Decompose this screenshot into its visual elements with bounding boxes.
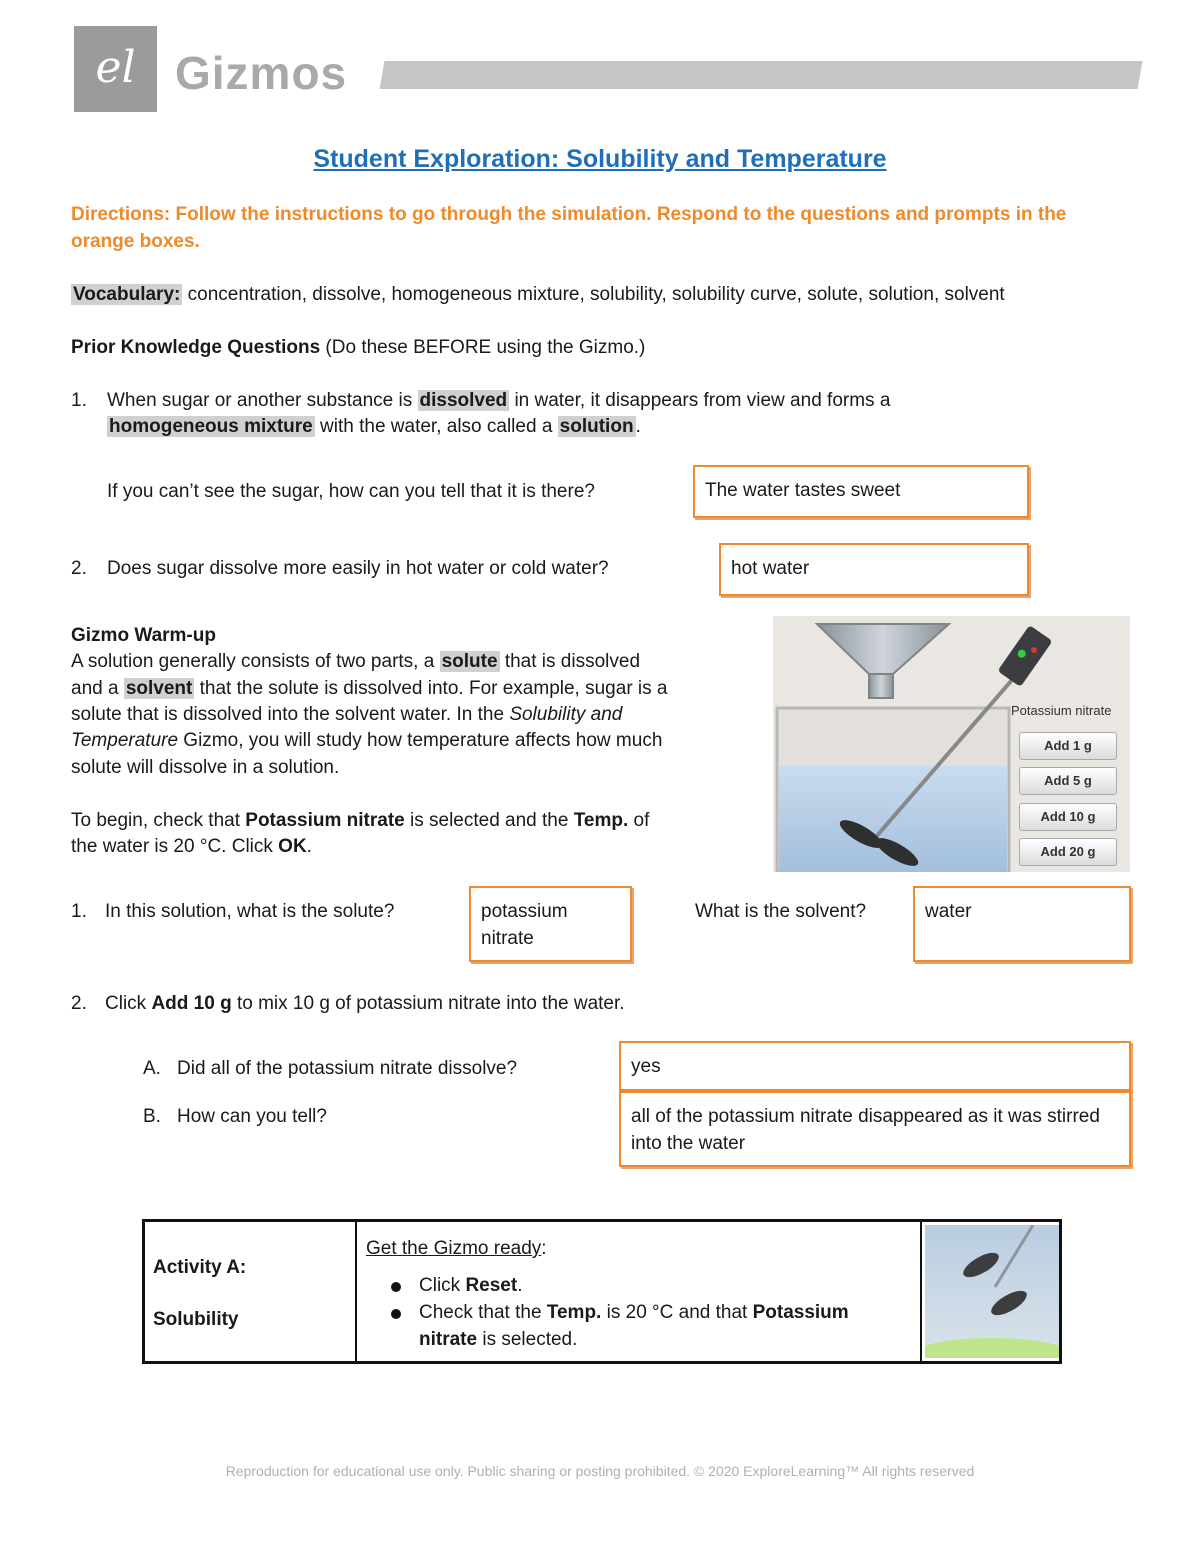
pk-q1-prompt: If you can’t see the sugar, how can you tell that it is there? bbox=[107, 481, 595, 502]
pk-q1-text: When sugar or another substance is bbox=[107, 390, 418, 411]
warmup-line5: solute will dissolve in a solution. bbox=[71, 757, 340, 778]
warmup-text: that the solute is dissolved into. For example, sugar is a bbox=[194, 678, 668, 699]
vocabulary-label: Vocabulary: bbox=[73, 284, 181, 305]
warmup-text: A solution generally consists of two parts, a bbox=[71, 651, 440, 672]
wu-q1-solute-answer[interactable]: potassium nitrate bbox=[469, 886, 632, 962]
vocabulary-terms: concentration, dissolve, homogeneous mixture, solubility, solubility curve, solute, solution, solvent bbox=[182, 284, 1005, 305]
prior-knowledge-note: (Do these BEFORE using the Gizmo.) bbox=[320, 337, 646, 358]
substance-label: Potassium nitrate bbox=[1011, 703, 1112, 718]
bullet-text: Check that the bbox=[419, 1302, 547, 1323]
term-solution: solution bbox=[559, 416, 634, 437]
wu-q2-prompt bbox=[105, 991, 625, 1017]
wu-q1-solvent-answer[interactable]: water bbox=[913, 886, 1131, 962]
bullet-text: is selected. bbox=[477, 1329, 578, 1350]
pk-q2-prompt: Does sugar dissolve more easily in hot water or cold water? bbox=[107, 558, 609, 579]
warmup-bold: OK bbox=[278, 836, 307, 857]
bullet-reset bbox=[419, 1273, 522, 1299]
warmup-line4 bbox=[71, 728, 662, 754]
bullet-bold: Temp. bbox=[546, 1302, 602, 1323]
pk-q2-answer-box[interactable]: hot water bbox=[719, 543, 1029, 596]
term-solvent: solvent bbox=[125, 678, 193, 699]
bullet-icon bbox=[391, 1282, 401, 1292]
warmup-line2 bbox=[71, 676, 668, 702]
wu-q1-prompt: In this solution, what is the solute? bbox=[105, 901, 395, 922]
pk-q2-number: 2. bbox=[71, 558, 87, 579]
warmup-text: solute that is dissolved into the solvent water. In the bbox=[71, 704, 510, 725]
activity-title: Solubility bbox=[153, 1309, 239, 1330]
warmup-text: of bbox=[628, 810, 650, 831]
activity-table bbox=[142, 1219, 1062, 1364]
term-dissolved: dissolved bbox=[419, 390, 508, 411]
warmup-text: that is dissolved bbox=[499, 651, 641, 672]
pk-q1-number: 1. bbox=[71, 390, 87, 411]
bullet-bold: nitrate bbox=[419, 1329, 478, 1350]
wu-q2a-answer[interactable]: yes bbox=[619, 1041, 1131, 1091]
gizmo-name: Solubility and bbox=[509, 704, 623, 725]
add-5g-button[interactable]: Add 5 g bbox=[1019, 767, 1117, 795]
wu-q2b-answer[interactable]: all of the potassium nitrate disappeared as it was stirred into the water bbox=[619, 1091, 1131, 1167]
warmup-text: and a bbox=[71, 678, 124, 699]
warmup-line1 bbox=[71, 649, 640, 675]
wu-q2b-prompt: How can you tell? bbox=[177, 1106, 327, 1127]
wu-q2b-label: B. bbox=[143, 1106, 161, 1127]
warmup-text: the water is 20 °C. Click bbox=[71, 836, 279, 857]
add-20g-button[interactable]: Add 20 g bbox=[1019, 838, 1117, 866]
bullet-bold: Potassium bbox=[752, 1302, 849, 1323]
wu-q2-text: to mix 10 g of potassium nitrate into the water. bbox=[231, 993, 625, 1014]
warmup-line7 bbox=[71, 834, 312, 860]
activity-stirrer-image bbox=[925, 1225, 1059, 1358]
bullet-text: . bbox=[517, 1275, 523, 1296]
warmup-text: Gizmo, you will study how temperature affects how much bbox=[178, 730, 663, 751]
pk-q1-text: in water, it disappears from view and forms a bbox=[509, 390, 891, 411]
stirrer-graphic bbox=[925, 1225, 1059, 1358]
wu-q2-bold: Add 10 g bbox=[151, 993, 232, 1014]
footer-copyright: Reproduction for educational use only. Public sharing or posting prohibited. © 2020 ExploreLearning™ All rights reserved bbox=[225, 1463, 975, 1479]
prior-knowledge-heading bbox=[71, 335, 645, 361]
bullet-bold: Reset bbox=[465, 1275, 518, 1296]
warmup-text: To begin, check that bbox=[71, 810, 246, 831]
pk-q1-text: with the water, also called a bbox=[314, 416, 558, 437]
warmup-text: . bbox=[306, 836, 312, 857]
term-solute: solute bbox=[441, 651, 498, 672]
warmup-heading: Gizmo Warm-up bbox=[71, 625, 216, 646]
wu-q2a-label: A. bbox=[143, 1058, 161, 1079]
pk-q1-line1 bbox=[107, 388, 890, 414]
gizmo-screenshot bbox=[773, 616, 1130, 872]
warmup-bold: Potassium nitrate bbox=[245, 810, 405, 831]
logo-text: el bbox=[95, 42, 136, 93]
wu-q2-number: 2. bbox=[71, 993, 87, 1014]
get-ready-colon: : bbox=[541, 1238, 547, 1259]
vocabulary-line bbox=[71, 282, 1005, 308]
warmup-line6 bbox=[71, 808, 649, 834]
wu-q1-number: 1. bbox=[71, 901, 87, 922]
table-divider bbox=[920, 1222, 922, 1361]
get-ready-heading bbox=[366, 1236, 547, 1262]
warmup-text: is selected and the bbox=[404, 810, 574, 831]
gizmo-name: Temperature bbox=[71, 730, 179, 751]
table-divider bbox=[355, 1222, 357, 1361]
bullet-check-line1 bbox=[419, 1300, 849, 1326]
activity-label: Activity A: bbox=[153, 1257, 247, 1278]
pk-q1-line2 bbox=[107, 414, 641, 440]
directions-text: Directions: Follow the instructions to go through the simulation. Respond to the questions and prompts in the orange boxes. bbox=[71, 204, 1067, 252]
bullet-icon bbox=[391, 1309, 401, 1319]
add-1g-button[interactable]: Add 1 g bbox=[1019, 732, 1117, 760]
warmup-line3 bbox=[71, 702, 622, 728]
term-homogeneous-mixture: homogeneous mixture bbox=[109, 416, 313, 437]
header-bar bbox=[380, 61, 1143, 89]
add-10g-button[interactable]: Add 10 g bbox=[1019, 803, 1117, 831]
pk-q1-text: . bbox=[635, 416, 641, 437]
warmup-bold: Temp. bbox=[573, 810, 629, 831]
brand-wordmark: Gizmos bbox=[175, 47, 348, 99]
bullet-text: is 20 °C and that bbox=[601, 1302, 753, 1323]
logo-mark bbox=[74, 26, 157, 112]
prior-knowledge-title: Prior Knowledge Questions bbox=[71, 337, 321, 358]
pk-q1-answer-box[interactable]: The water tastes sweet bbox=[693, 465, 1029, 518]
wu-q1-solvent-prompt: What is the solvent? bbox=[695, 901, 867, 922]
wu-q2a-prompt: Did all of the potassium nitrate dissolve? bbox=[177, 1058, 518, 1079]
get-ready-text: Get the Gizmo ready bbox=[366, 1238, 542, 1259]
wu-q2-text: Click bbox=[105, 993, 152, 1014]
page-title: Student Exploration: Solubility and Temperature bbox=[313, 145, 887, 173]
bullet-text: Click bbox=[419, 1275, 466, 1296]
bullet-check-line2 bbox=[419, 1327, 577, 1353]
